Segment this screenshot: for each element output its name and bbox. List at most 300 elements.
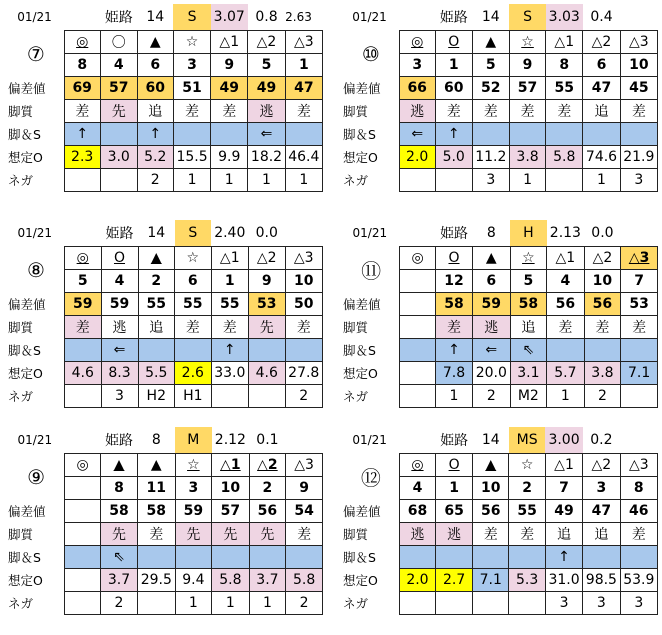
style-cell: 差 bbox=[285, 316, 322, 339]
race-date: 01/21 bbox=[17, 433, 53, 448]
deviation-value bbox=[65, 500, 101, 523]
horse-number: 1 bbox=[436, 477, 473, 500]
nega-row bbox=[5, 169, 323, 192]
horse-number: 10 bbox=[473, 477, 509, 500]
horse-number: 4 bbox=[399, 477, 435, 500]
deviation-row bbox=[340, 500, 658, 523]
empty bbox=[399, 427, 435, 454]
mark-cell: △2 bbox=[583, 454, 620, 477]
race-value-1: 3.03 bbox=[546, 4, 583, 31]
mark-cell: ▲ bbox=[473, 247, 510, 270]
odds-cell: 5.8 bbox=[546, 146, 583, 169]
deviation-value: 49 bbox=[545, 500, 582, 523]
nega-cell: 3 bbox=[620, 169, 657, 192]
style-cell: 差 bbox=[173, 100, 210, 123]
arrow-icon bbox=[248, 339, 285, 362]
arrow-row bbox=[340, 339, 658, 362]
arrow-icon: ⇐ bbox=[473, 339, 510, 362]
header-row bbox=[5, 220, 323, 247]
mark-cell: △1 bbox=[547, 247, 584, 270]
race-value-1: 2.12 bbox=[214, 432, 246, 448]
horse-number: 1 bbox=[211, 270, 248, 293]
deviation-row bbox=[340, 293, 658, 316]
mark-cell: △3 bbox=[285, 247, 322, 270]
nega-cell: 2 bbox=[100, 592, 137, 615]
arrow-icon bbox=[138, 339, 175, 362]
race-table bbox=[340, 220, 658, 408]
arrow-row bbox=[340, 546, 658, 569]
arrow-icon: ⇖ bbox=[510, 339, 547, 362]
empty bbox=[399, 4, 435, 31]
nega-cell: 2 bbox=[473, 385, 510, 408]
mark-cell: ▲ bbox=[100, 454, 137, 477]
odds-cell: 3.0 bbox=[100, 146, 137, 169]
row-label-odds: 想定O bbox=[343, 573, 378, 588]
horse-number: 5 bbox=[472, 54, 509, 77]
mark-cell: ☆ bbox=[175, 454, 212, 477]
odds-cell: 5.5 bbox=[138, 362, 175, 385]
nega-cell: 1 bbox=[509, 169, 545, 192]
mark-cell: ▲ bbox=[138, 247, 175, 270]
race-table bbox=[5, 220, 323, 408]
arrow-icon bbox=[620, 546, 657, 569]
deviation-row bbox=[5, 500, 323, 523]
style-cell: 逃 bbox=[473, 316, 510, 339]
race-value-1: 2.13 bbox=[549, 225, 581, 241]
nega-cell: 1 bbox=[212, 592, 249, 615]
arrow-icon bbox=[472, 123, 509, 146]
nega-cell bbox=[621, 385, 658, 408]
marks-row bbox=[340, 454, 658, 477]
row-label-deviation: 偏差値 bbox=[8, 297, 46, 312]
nega-cell bbox=[64, 385, 101, 408]
deviation-value: 58 bbox=[100, 500, 137, 523]
nega-cell: 1 bbox=[285, 169, 322, 192]
style-cell: 差 bbox=[211, 316, 248, 339]
horse-number: 10 bbox=[212, 477, 249, 500]
deviation-value: 57 bbox=[100, 77, 137, 100]
nega-cell: 1 bbox=[249, 592, 286, 615]
arrow-icon bbox=[583, 123, 620, 146]
style-cell: 先 bbox=[212, 523, 249, 546]
deviation-value: 59 bbox=[175, 500, 212, 523]
odds-cell: 15.5 bbox=[173, 146, 210, 169]
row-label-style: 脚質 bbox=[8, 320, 34, 335]
odds-cell: 29.5 bbox=[138, 569, 175, 592]
nega-cell: 1 bbox=[175, 592, 212, 615]
nega-cell: 1 bbox=[211, 169, 248, 192]
mark-cell: △3 bbox=[620, 31, 657, 54]
deviation-value: 49 bbox=[211, 77, 248, 100]
odds-cell: 3.7 bbox=[100, 569, 137, 592]
empty bbox=[400, 220, 436, 247]
arrow-row bbox=[5, 123, 323, 146]
race-table bbox=[5, 427, 323, 615]
mark-cell: △3 bbox=[621, 247, 658, 270]
style-cell: 差 bbox=[584, 316, 621, 339]
odds-cell: 5.8 bbox=[212, 569, 249, 592]
odds-cell: 2.6 bbox=[175, 362, 212, 385]
nega-row bbox=[5, 592, 323, 615]
style-cell: 差 bbox=[435, 316, 472, 339]
header-row bbox=[340, 427, 658, 454]
deviation-row bbox=[5, 293, 323, 316]
race-date: 01/21 bbox=[352, 226, 388, 241]
deviation-row bbox=[5, 77, 323, 100]
nega-row bbox=[340, 592, 658, 615]
mark-cell: ☆ bbox=[509, 454, 545, 477]
odds-cell bbox=[400, 362, 436, 385]
arrow-icon: ⇐ bbox=[399, 123, 435, 146]
nega-row bbox=[340, 385, 658, 408]
race-count: 8 bbox=[486, 225, 496, 241]
arrow-icon: ⇖ bbox=[100, 546, 137, 569]
odds-row bbox=[340, 362, 658, 385]
arrow-icon bbox=[620, 123, 657, 146]
arrow-icon bbox=[175, 339, 212, 362]
arrow-icon: ↑ bbox=[435, 339, 472, 362]
odds-cell: 3.7 bbox=[249, 569, 286, 592]
row-label-odds: 想定O bbox=[343, 150, 378, 165]
odds-cell: 21.9 bbox=[620, 146, 657, 169]
horse-number: 10 bbox=[285, 270, 322, 293]
arrow-icon bbox=[212, 546, 249, 569]
race-grade: S bbox=[175, 220, 212, 247]
arrow-icon bbox=[621, 339, 658, 362]
nega-cell: 1 bbox=[435, 385, 472, 408]
mark-cell: 〇 bbox=[100, 31, 137, 54]
horse-number: 3 bbox=[583, 477, 620, 500]
horse-number: 10 bbox=[620, 54, 657, 77]
style-row bbox=[340, 523, 658, 546]
nega-cell: 3 bbox=[620, 592, 657, 615]
header-row bbox=[5, 427, 323, 454]
nega-cell bbox=[100, 169, 137, 192]
race-value-3: 2.63 bbox=[285, 10, 312, 24]
style-row bbox=[340, 100, 658, 123]
odds-cell: 5.8 bbox=[286, 569, 323, 592]
nega-cell: 3 bbox=[101, 385, 138, 408]
deviation-value: 56 bbox=[547, 293, 584, 316]
empty bbox=[64, 220, 101, 247]
race-count: 8 bbox=[151, 432, 161, 448]
style-cell: 差 bbox=[286, 523, 323, 546]
header-row bbox=[5, 4, 323, 31]
horse-number: 2 bbox=[138, 270, 175, 293]
marks-row bbox=[340, 247, 658, 270]
style-cell: 逃 bbox=[399, 100, 435, 123]
style-cell: 逃 bbox=[101, 316, 138, 339]
style-cell: 差 bbox=[64, 316, 101, 339]
row-label-arrow: 脚＆S bbox=[343, 127, 376, 142]
race-date: 01/21 bbox=[17, 226, 53, 241]
mark-cell: ▲ bbox=[137, 31, 173, 54]
race-course: 姫路 bbox=[439, 10, 468, 26]
deviation-value: 65 bbox=[436, 500, 473, 523]
row-label-deviation: 偏差値 bbox=[8, 504, 46, 519]
odds-cell: 4.6 bbox=[64, 362, 101, 385]
mark-cell: ◎ bbox=[399, 454, 435, 477]
arrow-row bbox=[5, 339, 323, 362]
arrow-icon bbox=[173, 123, 210, 146]
race-table bbox=[5, 4, 323, 192]
style-cell: 差 bbox=[285, 100, 322, 123]
style-cell: 差 bbox=[547, 316, 584, 339]
deviation-value: 58 bbox=[138, 500, 175, 523]
nega-cell: H2 bbox=[138, 385, 175, 408]
style-cell: 差 bbox=[138, 523, 175, 546]
nega-cell: 2 bbox=[286, 592, 323, 615]
horse-number: 7 bbox=[545, 477, 582, 500]
horse-number: 9 bbox=[286, 477, 323, 500]
horse-number: 8 bbox=[620, 477, 657, 500]
mark-cell: △1 bbox=[211, 247, 248, 270]
arrow-icon bbox=[400, 339, 436, 362]
race-panel-9 bbox=[5, 427, 323, 615]
horse-number: 2 bbox=[249, 477, 286, 500]
odds-cell: 4.6 bbox=[248, 362, 285, 385]
odds-cell: 2.3 bbox=[64, 146, 100, 169]
race-course: 姫路 bbox=[440, 433, 469, 449]
nega-cell bbox=[399, 592, 435, 615]
arrow-icon bbox=[286, 546, 323, 569]
style-cell bbox=[400, 316, 436, 339]
mark-cell: △1 bbox=[545, 454, 582, 477]
style-cell: 差 bbox=[435, 100, 472, 123]
arrow-icon: ↑ bbox=[211, 339, 248, 362]
style-row bbox=[5, 316, 323, 339]
race-value-2: 0.0 bbox=[255, 225, 278, 241]
row-label-style: 脚質 bbox=[343, 320, 369, 335]
mark-cell: O bbox=[101, 247, 138, 270]
header-row bbox=[340, 220, 658, 247]
odds-cell: 11.2 bbox=[472, 146, 509, 169]
arrow-icon: ⇐ bbox=[101, 339, 138, 362]
odds-cell: 53.9 bbox=[620, 569, 657, 592]
row-label-style: 脚質 bbox=[343, 104, 369, 119]
horse-number bbox=[65, 477, 101, 500]
deviation-value: 55 bbox=[138, 293, 175, 316]
horse-number: 7 bbox=[621, 270, 658, 293]
style-cell: 差 bbox=[621, 316, 658, 339]
row-label-odds: 想定O bbox=[8, 366, 43, 381]
style-cell: 差 bbox=[620, 523, 657, 546]
deviation-value: 56 bbox=[249, 500, 286, 523]
mark-cell: △2 bbox=[583, 31, 620, 54]
race-count: 14 bbox=[481, 432, 500, 448]
nega-cell bbox=[509, 592, 545, 615]
style-cell: 先 bbox=[248, 316, 285, 339]
horse-number: 3 bbox=[399, 54, 435, 77]
deviation-value: 53 bbox=[621, 293, 658, 316]
deviation-value: 58 bbox=[510, 293, 547, 316]
arrow-icon bbox=[211, 123, 248, 146]
odds-cell: 7.1 bbox=[621, 362, 658, 385]
race-count: 14 bbox=[147, 225, 166, 241]
style-cell bbox=[65, 523, 101, 546]
nega-cell: 2 bbox=[137, 169, 173, 192]
mark-cell: ◎ bbox=[64, 247, 101, 270]
race-date: 01/21 bbox=[352, 433, 387, 448]
race-value-1: 3.07 bbox=[211, 4, 248, 31]
mark-cell: ▲ bbox=[473, 454, 509, 477]
race-grade: S bbox=[173, 4, 210, 31]
nega-cell bbox=[399, 169, 435, 192]
race-number: ⑧ bbox=[27, 257, 45, 282]
deviation-value: 47 bbox=[583, 500, 620, 523]
row-label-style: 脚質 bbox=[343, 527, 369, 542]
nega-cell: 1 bbox=[173, 169, 210, 192]
row-label-odds: 想定O bbox=[8, 573, 43, 588]
arrow-icon: ↑ bbox=[64, 123, 100, 146]
row-label-arrow: 脚＆S bbox=[8, 127, 41, 142]
arrow-icon bbox=[138, 546, 175, 569]
mark-cell: O bbox=[435, 31, 472, 54]
odds-cell: 3.8 bbox=[509, 146, 545, 169]
row-label-odds: 想定O bbox=[8, 150, 43, 165]
deviation-value: 49 bbox=[248, 77, 285, 100]
horse-number bbox=[400, 270, 436, 293]
arrow-icon bbox=[249, 546, 286, 569]
marks-row bbox=[5, 454, 323, 477]
style-cell: 差 bbox=[509, 523, 545, 546]
nega-cell bbox=[211, 385, 248, 408]
nega-cell bbox=[138, 592, 175, 615]
nega-cell bbox=[436, 592, 473, 615]
style-cell: 差 bbox=[175, 316, 212, 339]
row-label-nega: ネガ bbox=[8, 173, 34, 188]
arrow-icon bbox=[285, 339, 322, 362]
deviation-value: 55 bbox=[211, 293, 248, 316]
race-grade: S bbox=[509, 4, 545, 31]
horse-number: 8 bbox=[546, 54, 583, 77]
deviation-value: 56 bbox=[473, 500, 509, 523]
odds-cell: 33.0 bbox=[211, 362, 248, 385]
horse-number: 4 bbox=[547, 270, 584, 293]
race-count: 14 bbox=[481, 9, 500, 25]
marks-row bbox=[5, 31, 323, 54]
horse-number: 10 bbox=[584, 270, 621, 293]
horse-number: 5 bbox=[248, 54, 285, 77]
mark-cell: ◎ bbox=[64, 31, 100, 54]
race-panel-10 bbox=[340, 4, 658, 192]
horse-number: 5 bbox=[64, 270, 101, 293]
horse-number: 2 bbox=[509, 477, 545, 500]
row-label-nega: ネガ bbox=[8, 596, 34, 611]
row-label-style: 脚質 bbox=[8, 104, 34, 119]
horse-number: 12 bbox=[435, 270, 472, 293]
arrow-row bbox=[5, 546, 323, 569]
horse-number: 9 bbox=[211, 54, 248, 77]
arrow-icon: ↑ bbox=[545, 546, 582, 569]
race-table bbox=[340, 427, 658, 615]
style-cell: 先 bbox=[100, 523, 137, 546]
odds-cell: 18.2 bbox=[248, 146, 285, 169]
row-label-deviation: 偏差値 bbox=[343, 81, 381, 96]
mark-cell: △2 bbox=[248, 247, 285, 270]
race-course: 姫路 bbox=[440, 226, 468, 242]
odds-cell: 9.4 bbox=[175, 569, 212, 592]
odds-cell: 2.0 bbox=[399, 569, 435, 592]
race-course: 姫路 bbox=[105, 433, 133, 449]
race-grade: M bbox=[175, 427, 212, 454]
mark-cell: ☆ bbox=[509, 31, 545, 54]
deviation-value: 59 bbox=[473, 293, 510, 316]
empty bbox=[64, 4, 100, 31]
style-cell: 追 bbox=[137, 100, 173, 123]
row-label-odds: 想定O bbox=[343, 366, 378, 381]
row-label-deviation: 偏差値 bbox=[8, 81, 46, 96]
nega-cell: 1 bbox=[583, 169, 620, 192]
style-row bbox=[5, 100, 323, 123]
deviation-value: 53 bbox=[248, 293, 285, 316]
race-number: ⑦ bbox=[26, 41, 45, 66]
deviation-value: 55 bbox=[175, 293, 212, 316]
race-date: 01/21 bbox=[352, 10, 387, 25]
race-value-1: 3.00 bbox=[545, 427, 582, 454]
arrow-icon bbox=[175, 546, 212, 569]
deviation-value: 46 bbox=[620, 500, 657, 523]
nega-cell: H1 bbox=[175, 385, 212, 408]
race-course: 姫路 bbox=[104, 10, 133, 26]
race-count: 14 bbox=[146, 9, 165, 25]
odds-cell: 31.0 bbox=[545, 569, 582, 592]
nega-cell bbox=[473, 592, 509, 615]
style-row bbox=[5, 523, 323, 546]
race-value-1: 2.40 bbox=[214, 225, 246, 241]
nega-cell bbox=[65, 592, 101, 615]
style-cell: 追 bbox=[510, 316, 547, 339]
race-value-2: 0.8 bbox=[255, 9, 278, 25]
race-number: ⑨ bbox=[27, 464, 46, 489]
nega-cell bbox=[435, 169, 472, 192]
odds-row bbox=[340, 569, 658, 592]
odds-row bbox=[340, 146, 658, 169]
style-cell: 差 bbox=[64, 100, 100, 123]
mark-cell: △2 bbox=[249, 454, 286, 477]
horse-number: 3 bbox=[175, 477, 212, 500]
mark-cell: △1 bbox=[212, 454, 249, 477]
odds-cell: 3.8 bbox=[584, 362, 621, 385]
arrow-icon bbox=[583, 546, 620, 569]
odds-cell: 98.5 bbox=[583, 569, 620, 592]
horse-number: 6 bbox=[473, 270, 510, 293]
odds-cell: 9.9 bbox=[211, 146, 248, 169]
arrow-icon bbox=[546, 123, 583, 146]
race-value-2: 0.0 bbox=[591, 225, 614, 241]
mark-cell: △1 bbox=[546, 31, 583, 54]
arrow-icon bbox=[547, 339, 584, 362]
arrow-icon: ↑ bbox=[137, 123, 173, 146]
odds-cell: 8.3 bbox=[101, 362, 138, 385]
nega-cell: 3 bbox=[472, 169, 509, 192]
odds-cell: 20.0 bbox=[473, 362, 510, 385]
horse-number: 8 bbox=[64, 54, 100, 77]
horse-number: 8 bbox=[100, 477, 137, 500]
row-label-deviation: 偏差値 bbox=[343, 504, 381, 519]
mark-cell: △3 bbox=[620, 454, 657, 477]
arrow-icon bbox=[436, 546, 473, 569]
horse-number: 11 bbox=[138, 477, 175, 500]
deviation-value: 47 bbox=[285, 77, 322, 100]
race-value-2: 0.4 bbox=[590, 9, 613, 25]
race-panel-7 bbox=[5, 4, 323, 192]
arrow-icon bbox=[509, 123, 545, 146]
style-cell: 差 bbox=[546, 100, 583, 123]
arrow-icon bbox=[285, 123, 322, 146]
odds-row bbox=[5, 569, 323, 592]
style-cell: 差 bbox=[211, 100, 248, 123]
